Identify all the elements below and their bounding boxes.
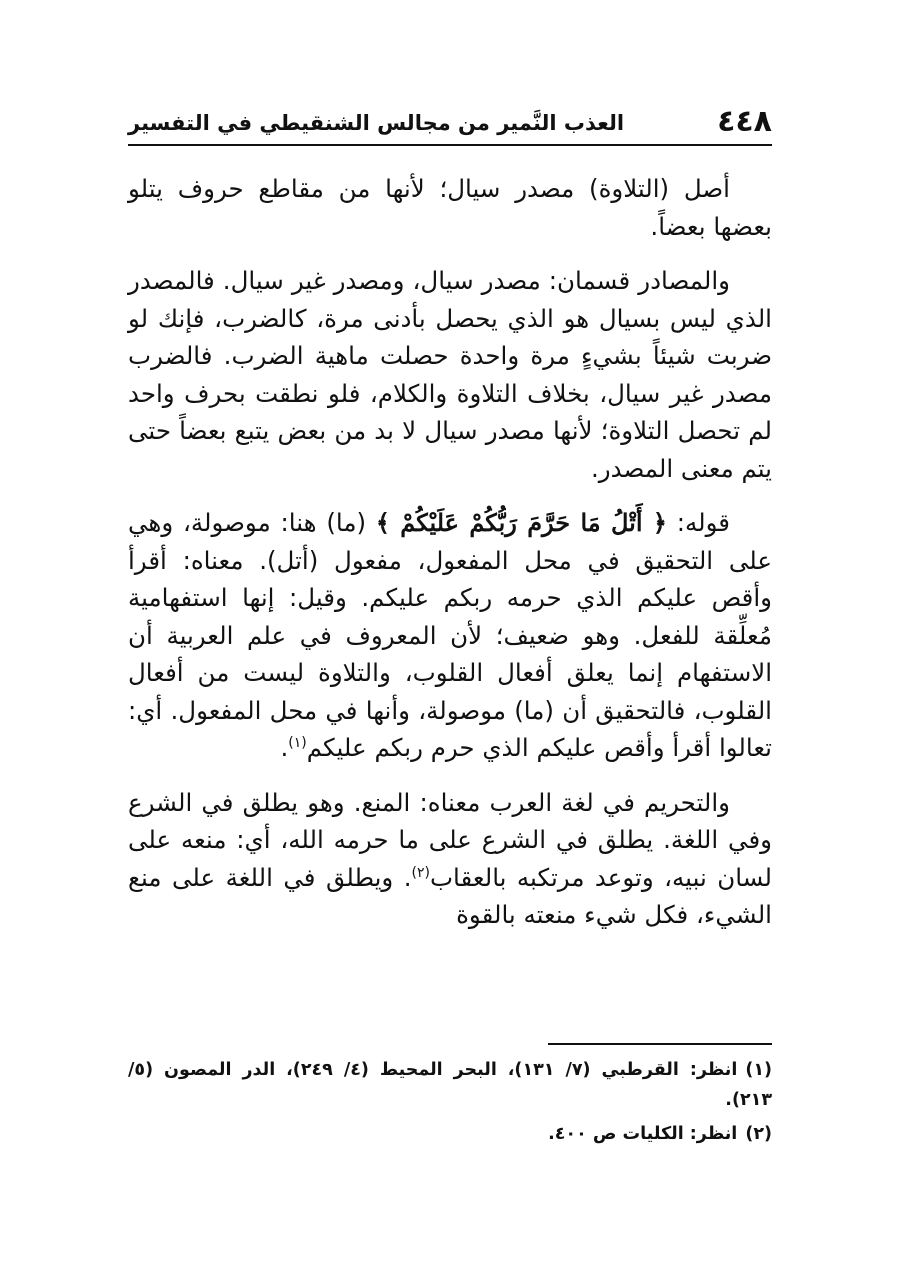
paragraph-tafsir (128, 504, 772, 767)
footnote-text: انظر: الكليات ص ٤٠٠. (548, 1124, 738, 1144)
paragraph-end: . (280, 733, 289, 762)
paragraph-tahrim (128, 784, 772, 934)
running-title: العذب النَّمير من مجالس الشنقيطي في التفسير (128, 111, 625, 135)
paragraph-end: . ويطلق في اللغة على منع الشيء، فكل شيء منعته بالقوة (128, 862, 772, 929)
paragraph-intro: قوله: (676, 508, 730, 537)
main-text (128, 170, 772, 951)
page-header (128, 100, 772, 146)
footnote-marker: (٢) (745, 1124, 772, 1144)
footnote-text: انظر: القرطبي (٧/ ١٣١)، البحر المحيط (٤/ ٢٤٩)، الدر المصون (٥/ ٢١٣). (128, 1060, 772, 1110)
page-number: ٤٤٨ (717, 104, 772, 139)
paragraph-text: والتحريم في لغة العرب معناه: المنع. وهو يطلق في الشرع وفي اللغة. يطلق في الشرع على ما حرمه الله، أي: منعه على لسان نبيه، وتوعد مرتكبه بالعقاب (128, 787, 773, 892)
paragraph: أصل (التلاوة) مصدر سيال؛ لأنها من مقاطع حروف يتلو بعضها بعضاً. (128, 174, 772, 241)
footnote-divider (548, 1043, 772, 1045)
quran-verse: ﴿ أَتْلُ مَا حَرَّمَ رَبُّكُمْ عَلَيْكُمْ ﴾ (375, 508, 667, 537)
footnote-marker: (١) (745, 1060, 773, 1080)
footnote (128, 1119, 772, 1149)
footnote-reference[interactable]: (٢) (411, 864, 430, 881)
paragraph-text: (ما) هنا: موصولة، وهي على التحقيق في محل المفعول، مفعول (أتل). معناه: أقرأ وأقص عليكم الذي حرمه ربكم عليكم. وقيل: إنها استفهامية مُعلِّقة للفعل. وهو ضعيف؛ لأن المعروف في علم العربية أن الاستفهام إنما يعلق أفعال القلوب، والتلاوة ليست من أفعال القلوب، فالتحقيق أن (ما) موصولة، وأنها في محل المفعول. أي: تعالوا أقرأ وأقص عليكم الذي حرم ربكم عليكم (128, 508, 772, 762)
paragraph: والمصادر قسمان: مصدر سيال، ومصدر غير سيال. فالمصدر الذي ليس بسيال هو الذي يحصل بأدنى مرة، كالضرب، فإنك لو ضربت شيئاً بشيءٍ مرة واحدة حصلت ماهية الضرب. فالضرب مصدر غير سيال، بخلاف التلاوة والكلام، فلو نطقت بحرف واحد لم تحصل التلاوة؛ لأنها مصدر سيال لا بد من بعض يتبع بعضاً حتى يتم معنى المصدر. (128, 266, 772, 483)
footnote (128, 1055, 772, 1115)
footnote-reference[interactable]: (١) (288, 734, 307, 751)
footnotes (128, 1055, 772, 1153)
